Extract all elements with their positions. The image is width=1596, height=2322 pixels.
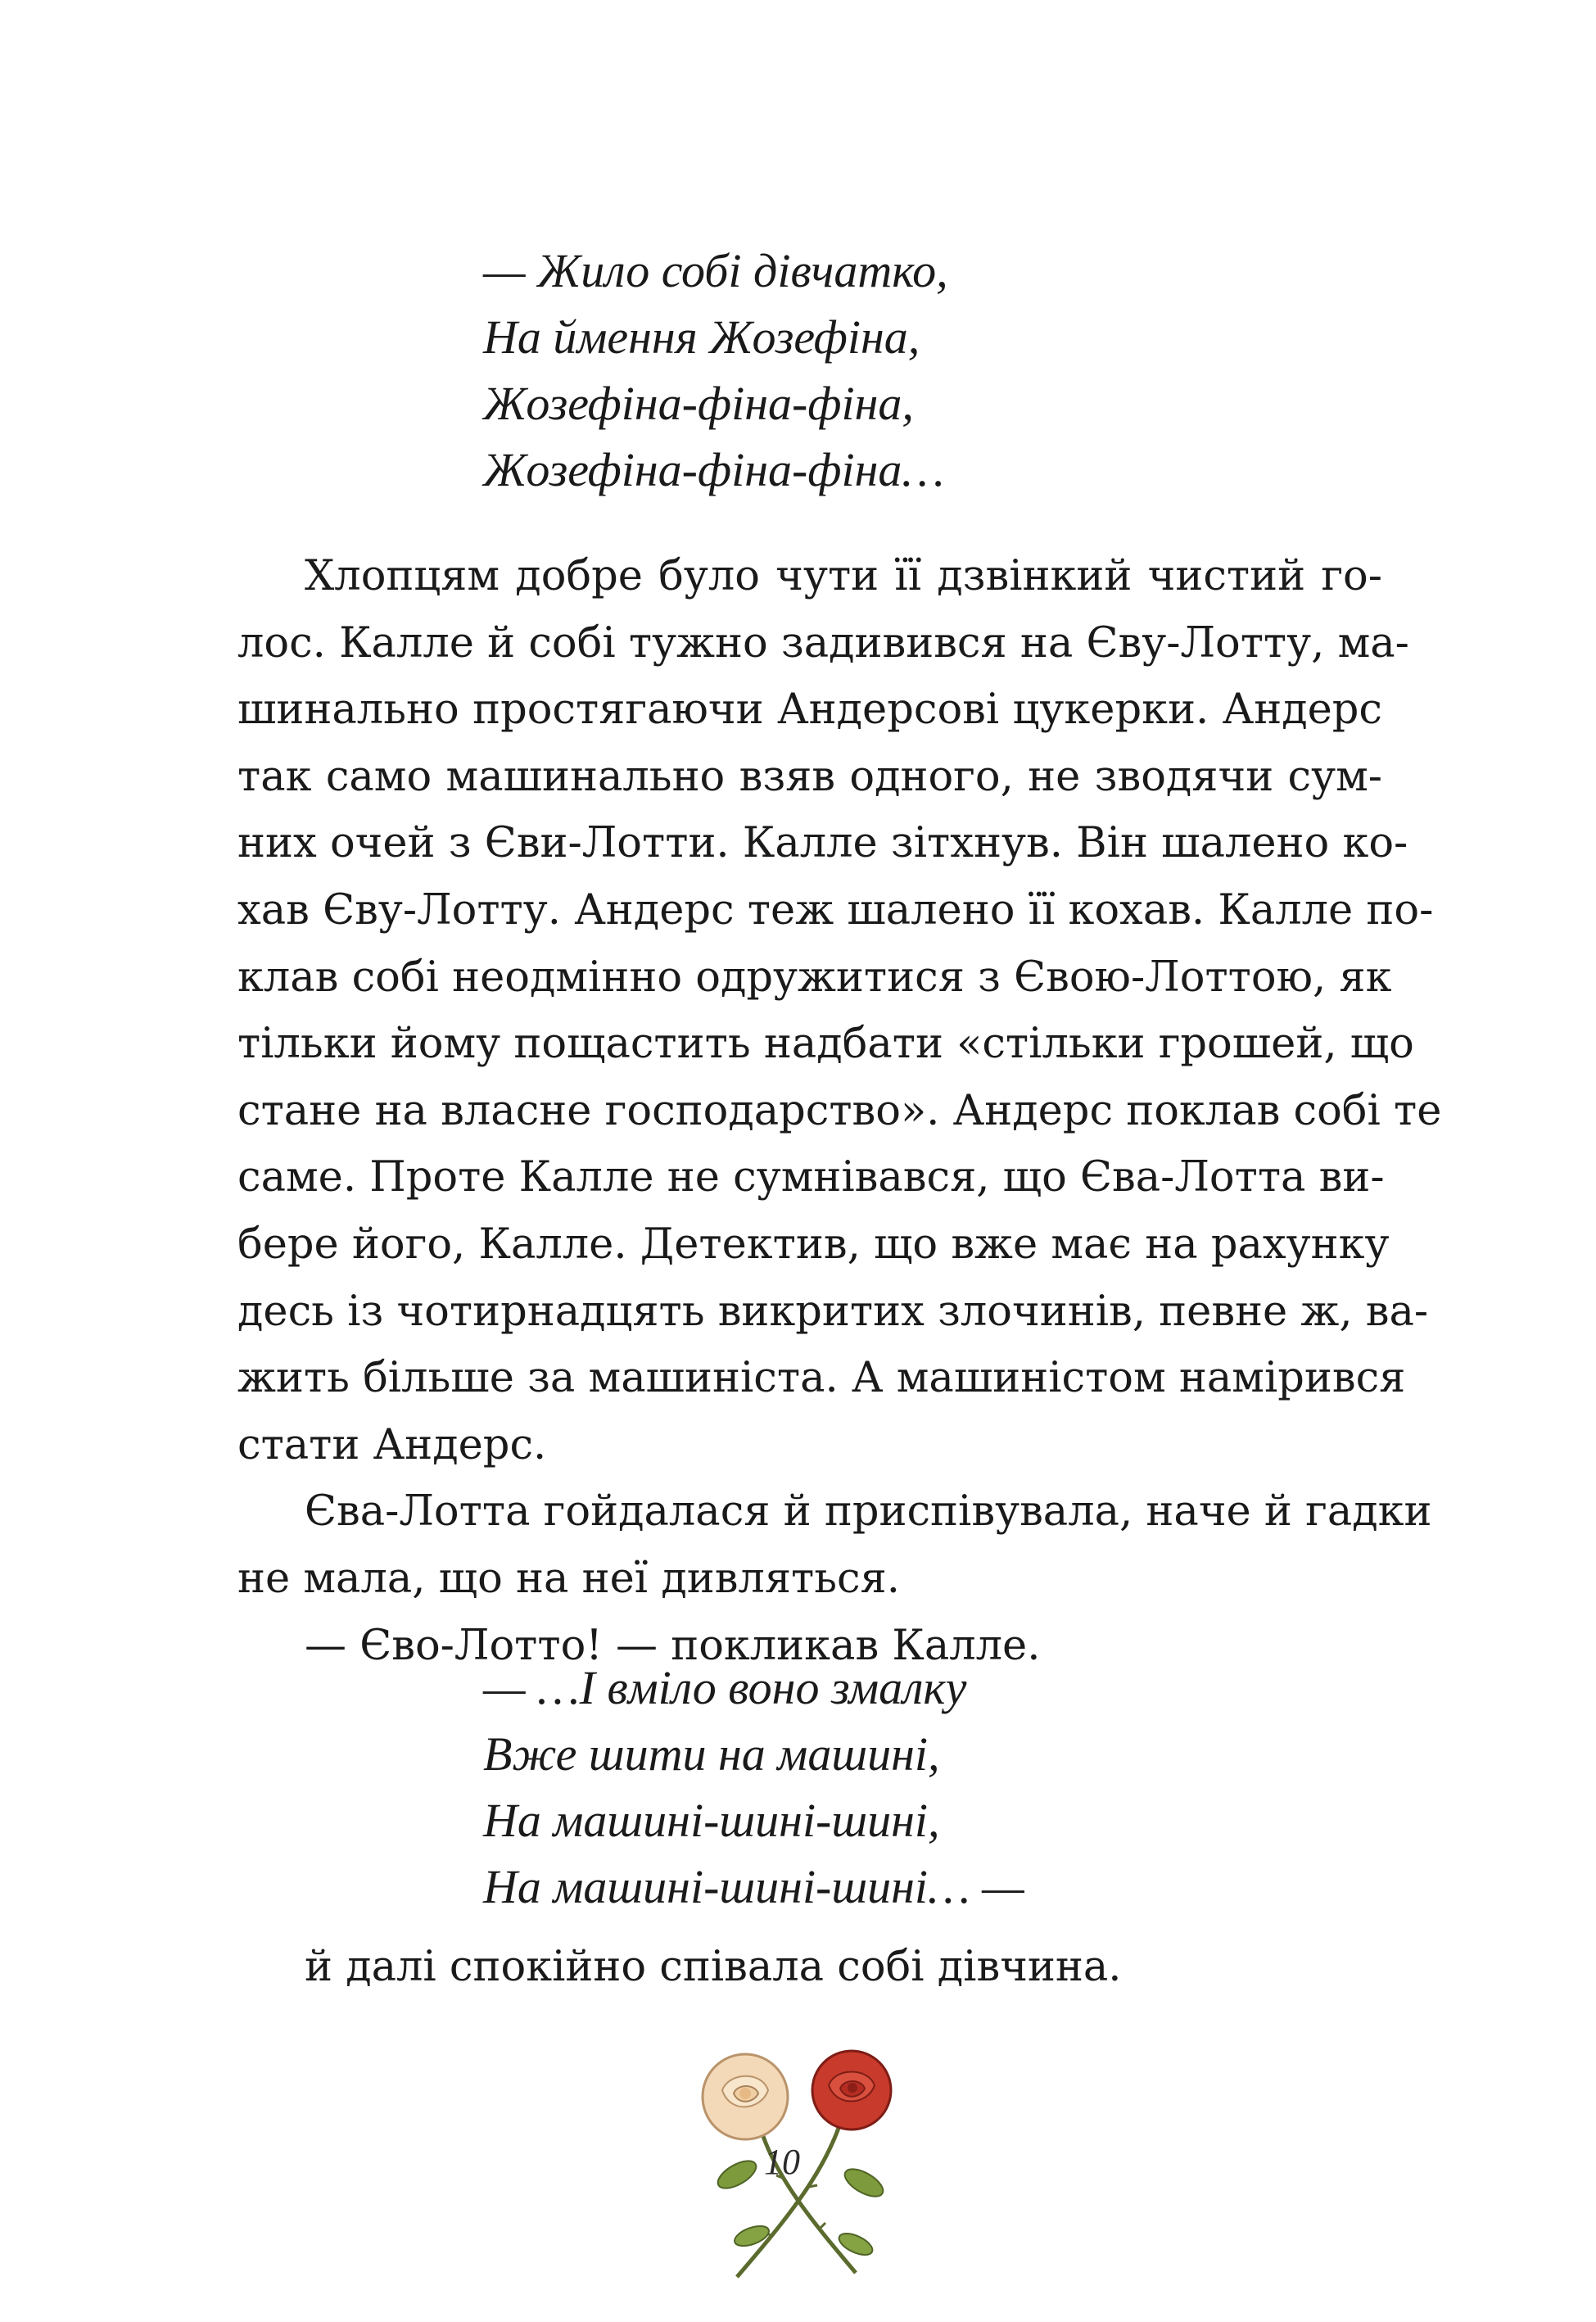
page-number: 10 [764,2142,800,2182]
text-line: стане на власне господарство». Андерс поклав собі те [237,1086,1442,1135]
verse-line: На машині-шині-шині, [483,1794,940,1847]
text-line: лос. Калле й собі тужно задивився на Єву-Лотту, ма- [237,618,1409,668]
verse-line: Жозефіна-фіна-фіна… [483,443,944,496]
text-line: хав Єву-Лотту. Андерс теж шалено її кохав. Калле по- [237,885,1434,935]
paragraph-1 [237,543,1442,1679]
text-line: — Єво-Лотто! — покликав Калле. [305,1621,1041,1670]
text-line: так само машинально взяв одного, не зводячи сум- [237,752,1382,801]
verse-line: На машині-шині-шині… — [483,1860,1024,1913]
text-line: них очей з Єви-Лотти. Калле зітхнув. Він шалено ко- [237,819,1408,868]
verse-line: На ймення Жозефіна, [483,310,920,364]
text-line: жить більше за машиніста. А машиністом намірився [237,1354,1406,1403]
text-line: саме. Проте Калле не сумнівався, що Єва-Лотта ви- [237,1153,1385,1202]
verse-line: — …І вміло воно змалку [483,1661,967,1714]
verse-stanza-2 [483,1654,1024,1920]
text-line: Єва-Лотта гойдалася й приспівувала, наче й гадки [305,1487,1432,1537]
text-line: десь із чотирнадцять викритих злочинів, певне ж, ва- [237,1287,1429,1336]
text-line: клав собі неодмінно одружитися з Євою-Лоттою, як [237,953,1392,1002]
text-line: стати Андерс. [237,1420,547,1469]
verse-line: — Жило собі дівчатко, [483,244,948,297]
text-line: Хлопцям добре було чути її дзвінкий чистий го- [305,552,1382,600]
text-line: бере його, Калле. Детектив, що вже має на рахунку [237,1220,1390,1269]
verse-line: Вже шити на машині, [483,1727,940,1781]
verse-stanza-1 [483,238,948,503]
closing-line: й далі спокійно співала собі дівчина. [305,1943,1122,1991]
verse-line: Жозефіна-фіна-фіна, [483,377,914,430]
text-line: шинально простягаючи Андерсові цукерки. Андерс [237,686,1382,735]
text-line: не мала, що на неї дивляться. [237,1554,900,1603]
text-line: тільки йому пощастить надбати «стільки грошей, що [237,1020,1414,1069]
